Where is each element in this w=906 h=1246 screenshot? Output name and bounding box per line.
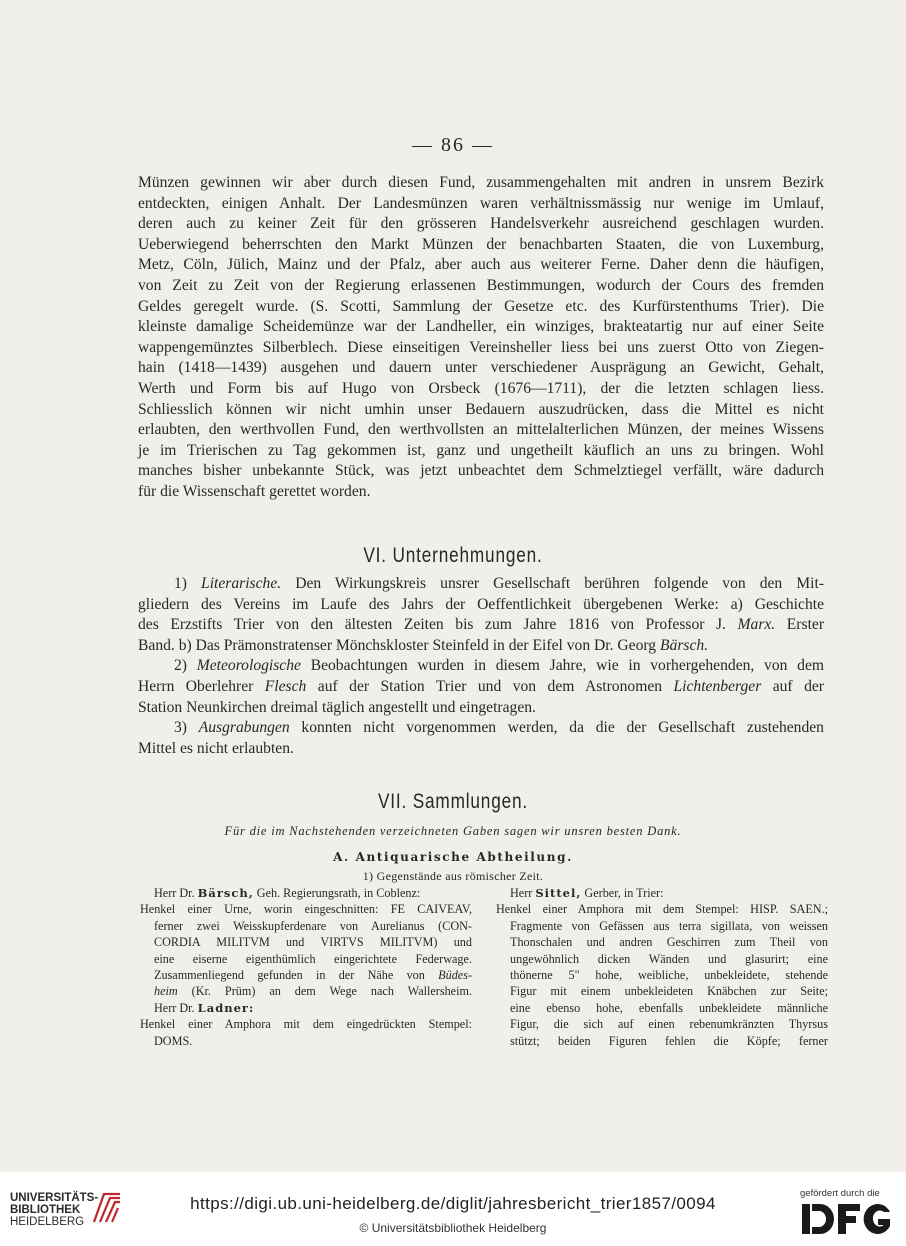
copyright-notice: © Universitätsbibliothek Heidelberg xyxy=(359,1221,547,1235)
text-line: Henkel einer Amphora mit dem eingedrückten Stempel: xyxy=(140,1017,472,1032)
text-fragment: Den Wirkungskreis unsrer Gesellschaft berühren folgende von den Mit- xyxy=(295,575,824,592)
text-fragment: des Erzstifts Trier von den ältesten Zeiten bis zum Jahre 1816 von Professor J. xyxy=(138,616,726,634)
section-unternehmungen xyxy=(138,574,824,759)
donor-line xyxy=(140,885,472,901)
thanks-note: Für die im Nachstehenden verzeichneten Gaben sagen wir unsren besten Dank. xyxy=(224,824,682,838)
text-line: ungewöhnlich dicken Wänden und glasurirt; eine xyxy=(510,951,828,966)
text-line: erlaubten, den werthvollen Fund, den werthvollsten an mittelalterlichen Münzen, der meines Wissens xyxy=(138,421,824,439)
page-number: — 86 — xyxy=(412,134,494,156)
text-line: thönerne 5" hohe, weibliche, unbekleidete, stehende xyxy=(510,968,828,983)
permalink-url[interactable]: https://digi.ub.uni-heidelberg.de/diglit/jahresbericht_trier1857/0094 xyxy=(190,1194,716,1213)
text-line xyxy=(138,656,824,677)
item-label: Meteorologische xyxy=(196,657,301,675)
text-fragment: Erster xyxy=(786,616,825,634)
text-line: Schliesslich können wir nicht umhin unser Bedauern auszudrücken, dass die Mittel es nicht xyxy=(138,400,824,418)
person-name: Bärsch. xyxy=(660,636,709,654)
text-fragment: konnten nicht vorgenommen werden, da die der Gesellschaft zustehenden xyxy=(301,719,824,737)
subheading-antiquarische: A. Antiquarische Abtheilung. xyxy=(333,850,573,864)
text-line: von Zeit zu Zeit von der Regierung erlassenen Bestimmungen, wodurch der Cours des fremden xyxy=(138,276,824,294)
text-line: Station Neunkirchen dreimal täglich angestellt und eingetragen. xyxy=(138,698,536,716)
text-line: Henkel einer Urne, worin eingeschnitten: FE CAIVEAV, xyxy=(140,902,472,917)
text-fragment: Herr xyxy=(510,886,533,900)
paragraph-coins xyxy=(138,173,824,503)
text-fragment: Band. b) Das Prämonstratenser Mönchskloster Steinfeld in der Eifel von Dr. Georg xyxy=(138,636,657,654)
text-fragment: Beobachtungen wurden in diesem Jahre, wie in vorhergehenden, von dem xyxy=(310,657,824,675)
text-line: Geldes geregelt wurde. (S. Scotti, Sammlung der Gesetze etc. des Kurfürstenthums Trier). Die xyxy=(138,297,824,315)
text-line: wappengemünztes Silberblech. Diese einseitigen Vereinsheller liess bei uns zuerst Otto von Ziegen- xyxy=(138,338,824,356)
donor-name: Ladner: xyxy=(197,1000,255,1015)
person-name: Lichtenberger xyxy=(673,677,762,695)
donor-name: Sittel, xyxy=(535,886,582,900)
item-label: Literarische. xyxy=(201,575,282,592)
text-line xyxy=(138,718,824,739)
text-line: CORDIA MILITVM und VIRTVS MILITVM) und xyxy=(154,935,472,950)
person-name: Marx. xyxy=(737,616,776,634)
library-name-line: BIBLIOTHEK xyxy=(10,1204,81,1216)
text-fragment: Herrn Oberlehrer xyxy=(138,677,254,695)
text-fragment: Herr Dr. xyxy=(154,886,195,900)
dfg-logo-icon xyxy=(800,1200,894,1238)
text-line: Werth und Form bis auf Hugo von Orsbeck (1676—1711), der die letzten schlagen liess. xyxy=(138,379,824,397)
text-line: kleinste damalige Scheidemünze war der Landheller, ein winziges, brakteatartig nur auf einer Seite xyxy=(138,318,824,336)
text-fragment: Herr Dr. xyxy=(154,1000,195,1015)
text-line: Ueberwiegend beherrschten den Markt Münzen der benachbarten Staaten, die von Luxemburg, xyxy=(138,235,824,253)
library-name-line: UNIVERSITÄTS- xyxy=(10,1192,99,1204)
text-line: Münzen gewinnen wir aber durch diesen Fund, zusammengehalten mit andren in unsrem Bezirk xyxy=(138,174,824,191)
text-fragment: auf der xyxy=(772,677,824,695)
text-line xyxy=(138,677,824,698)
text-line xyxy=(138,636,824,657)
donor-line xyxy=(496,885,828,901)
donor-line xyxy=(140,1000,472,1016)
text-line: Figur, die sich auf einen rebenumkränzten Thyrsus xyxy=(510,1017,828,1032)
text-line: je im Trierischen zu Tag gekommen ist, ganz und ungetheilt käuflich an uns zu bringen. Wohl xyxy=(138,441,824,459)
text-line: manches bisher unbekannte Stück, was jetzt unbeachtet dem Schmelztiegel verfällt, wäre dadurch xyxy=(138,462,824,480)
item-number: 1) xyxy=(174,575,187,592)
right-column xyxy=(496,885,828,1049)
left-column xyxy=(140,885,472,1049)
text-line: gliedern des Vereins im Laufe des Jahrs der Oeffentlichkeit übergebenen Werke: a) Geschichte xyxy=(138,595,824,613)
text-fragment: Zusammenliegend gefunden in der Nähe von xyxy=(154,968,425,983)
item-label: Ausgrabungen xyxy=(198,719,290,737)
text-line: Fragmente von Gefässen aus terra sigillata, von weissen xyxy=(510,918,828,933)
section-heading-unternehmungen: VI. Unternehmungen. xyxy=(363,544,543,567)
text-line: deren auch zu keiner Zeit für den grösseren Handelsverkehr ausreichend geschlagen wurden. xyxy=(138,215,824,233)
text-line: stützt; beiden Figuren fehlen die Köpfe; ferner xyxy=(510,1033,828,1048)
viewer-footer xyxy=(0,1172,906,1246)
text-line: Henkel einer Amphora mit dem Stempel: HISP. SAEN.; xyxy=(496,902,828,917)
funding-note: gefördert durch die xyxy=(800,1188,880,1199)
text-fragment: Gerber, in Trier: xyxy=(584,886,664,900)
text-line: Figur mit einem unbekleideten Knäbchen zur Seite; xyxy=(510,984,828,999)
text-fragment: auf der Station Trier und von dem Astronomen xyxy=(317,677,663,695)
text-line xyxy=(138,615,824,636)
item-number: 2) xyxy=(174,657,187,675)
text-line: DOMS. xyxy=(154,1033,193,1048)
text-line: Metz, Cöln, Jülich, Mainz und der Pfalz, aber auch aus weiterer Ferne. Daher denn die häufigen, xyxy=(138,256,824,274)
place-name: heim xyxy=(154,984,178,999)
text-line xyxy=(140,983,472,999)
text-fragment: Geh. Regierungsrath, in Coblenz: xyxy=(256,886,421,900)
text-line: für die Wissenschaft gerettet worden. xyxy=(138,482,371,500)
subheading-roman-period: 1) Gegenstände aus römischer Zeit. xyxy=(362,869,544,883)
item-number: 3) xyxy=(174,719,187,737)
place-name: Büdes- xyxy=(438,968,472,983)
donor-name: Bärsch, xyxy=(197,886,254,900)
section-heading-sammlungen: VII. Sammlungen. xyxy=(377,790,528,813)
text-line xyxy=(140,967,472,983)
text-fragment: (Kr. Prüm) an dem Wege nach Wallersheim. xyxy=(191,984,473,999)
text-line: eine ebenso hohe, ebenfalls unbekleidete männliche xyxy=(510,1000,828,1015)
person-name: Flesch xyxy=(264,677,307,695)
text-line: entdeckten, einigen Anhalt. Der Landesmünzen waren verhältnissmässig nur wenige im Umlauf, xyxy=(138,194,824,212)
text-line: hain (1418—1439) ausgehen und dauern unter verschiedener Ausprägung an Gewicht, Gehalt, xyxy=(138,359,824,377)
text-line xyxy=(138,574,824,595)
text-line: Mittel es nicht erlaubten. xyxy=(138,739,294,757)
text-line: ferner zwei Weisskupferdenare von Aurelianus (CON- xyxy=(154,918,472,933)
text-line: Thonschalen und andren Geschirren zum Theil von xyxy=(510,935,828,950)
text-line: eine eiserne eigenthümlich eingerichtete Federwage. xyxy=(154,951,472,966)
library-name-line: HEIDELBERG xyxy=(10,1216,85,1228)
